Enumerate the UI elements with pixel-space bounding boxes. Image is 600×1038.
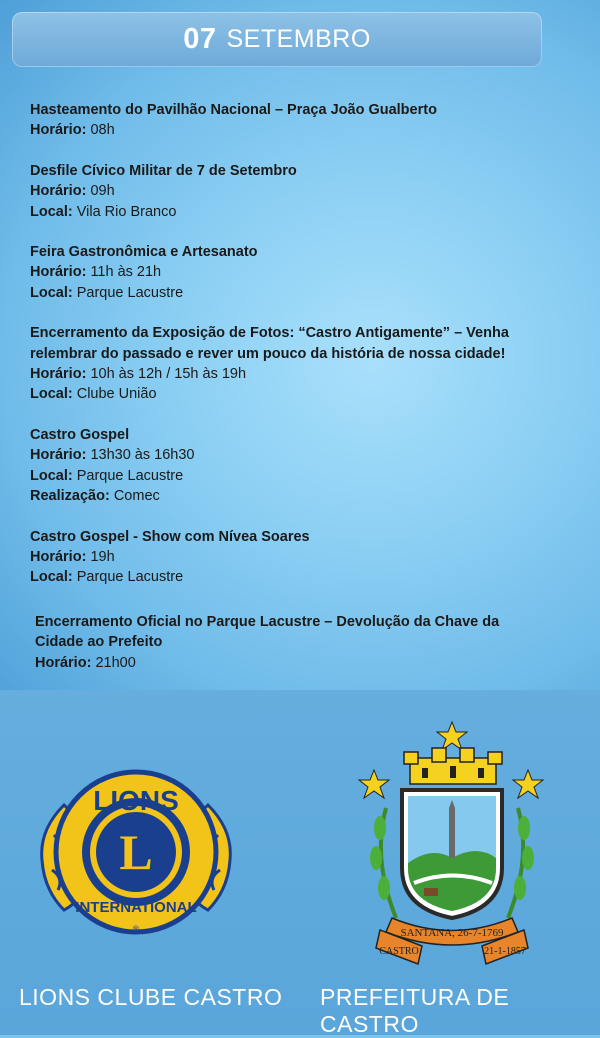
prefecture-label: PREFEITURA DE CASTRO [320,984,510,1037]
ribbon-right-text: 21-1-1857 [484,946,526,957]
time-label: Horário: [30,122,87,139]
shield-icon [402,790,502,918]
location-label: Local: [30,569,73,586]
organizer-label: Realização: [30,488,110,505]
lions-international-logo [34,750,238,954]
time-label: Horário: [30,264,87,281]
event-time: 11h às 21h [90,264,162,281]
date-month: SETEMBRO [226,25,371,53]
event-location-row [30,384,590,404]
lions-center-letter: L [119,824,153,880]
event-item [30,527,590,588]
event-title: Hasteamento do Pavilhão Nacional – Praça João Gualberto [30,102,437,118]
lions-bottom-text: INTERNATIONAL [75,899,197,916]
event-item [35,612,590,673]
mural-crown-icon [404,748,502,784]
registered-mark: ® [132,924,140,934]
event-time: 10h às 12h / 15h às 19h [90,366,247,383]
event-title: Desfile Cívico Militar de 7 de Setembro [30,162,297,179]
event-item [30,242,590,303]
lions-club-label: LIONS CLUBE CASTRO [19,984,283,1010]
location-label: Local: [30,284,73,301]
event-item [30,161,590,222]
event-time-row [30,364,590,384]
event-organizer-row [30,486,590,506]
event-item [30,425,590,507]
location-label: Local: [30,467,73,484]
event-time: 09h [90,183,115,200]
event-location-row [30,283,590,303]
event-location-row [30,202,590,222]
event-location-row [30,567,590,587]
time-label: Horário: [35,654,92,671]
star-icon [359,770,389,798]
event-location: Vila Rio Branco [76,203,177,220]
wheat-plant-icon [508,808,534,918]
event-organizer: Comec [113,488,160,505]
date-day: 07 [183,23,217,55]
time-label: Horário: [30,548,87,565]
date-header [12,12,542,67]
castro-coat-of-arms-logo [352,718,552,973]
time-label: Horário: [30,183,87,200]
event-time-row [30,262,590,282]
event-location: Parque Lacustre [76,569,184,586]
time-label: Horário: [30,447,87,464]
event-title: Castro Gospel [30,426,130,443]
event-location: Parque Lacustre [76,284,184,301]
event-time: 08h [90,122,115,139]
event-item [30,100,590,141]
ribbon-banner-icon [376,918,528,964]
event-location: Parque Lacustre [76,467,184,484]
time-label: Horário: [30,366,87,383]
event-title: Encerramento Oficial no Parque Lacustre – Devolução da Chave da [35,613,500,630]
event-time-row [30,120,590,140]
event-title-cont: relembrar do passado e rever um pouco da história de nossa cidade! [30,345,506,362]
ribbon-top-text: SANTANA, 26-7-1769 [400,927,504,939]
event-title: Encerramento da Exposição de Fotos: “Castro Antigamente” – Venha [30,325,509,342]
event-time: 19h [90,548,115,565]
ribbon-left-text: CASTRO [379,946,419,957]
event-location: Clube União [76,386,157,403]
event-title: Castro Gospel - Show com Nívea Soares [30,528,310,545]
location-label: Local: [30,386,73,403]
corn-plant-icon [370,808,396,918]
star-icon [437,722,467,750]
event-time-row [35,653,590,673]
event-title-cont: Cidade ao Prefeito [35,634,163,651]
location-label: Local: [30,203,73,220]
star-icon [513,770,543,798]
event-time-row [30,547,590,567]
event-list [30,100,590,693]
event-time: 13h30 às 16h30 [90,447,195,464]
event-time: 21h00 [95,654,136,671]
lions-top-text: LIONS [93,785,179,816]
event-location-row [30,466,590,486]
event-time-row [30,445,590,465]
event-title: Feira Gastronômica e Artesanato [30,244,258,261]
event-item [30,323,590,405]
event-time-row [30,181,590,201]
